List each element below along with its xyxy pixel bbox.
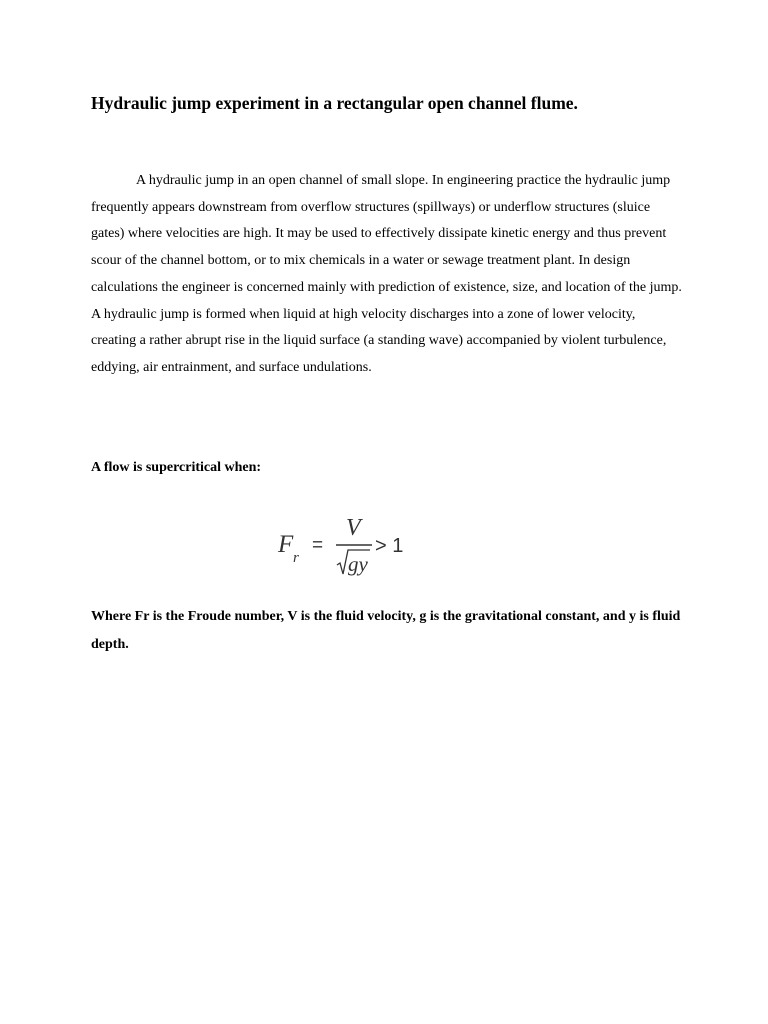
froude-equation [270, 510, 420, 582]
document-title: Hydraulic jump experiment in a rectangular open channel flume. [91, 93, 578, 113]
radicand-gy: gy [348, 552, 368, 576]
froude-subscript: r [293, 550, 299, 566]
froude-definition: Where Fr is the Froude number, V is the fluid velocity, g is the gravitational constant, and y is fluid depth. [91, 609, 681, 652]
greater-than-one: > 1 [375, 535, 404, 557]
intro-paragraph: A hydraulic jump in an open channel of small slope. In engineering practice the hydraulic jump frequently appears downstream from overflow structures (spillways) or underflow structures (sluice gates) where velocities are high. It may be used to effectively dissipate kinetic energy and thus prevent scour of the channel bottom, or to mix chemicals in a water or sewage treatment plant. In design calculations the engineer is concerned mainly with prediction of existence, size, and location of the jump. A hydraulic jump is formed when liquid at high velocity discharges into a zone of lower velocity, creating a rather abrupt rise in the liquid surface (a standing wave) accompanied by violent turbulence, eddying, air entrainment, and surface undulations. [91, 173, 682, 375]
equals-sign: = [312, 535, 324, 556]
supercritical-heading: A flow is supercritical when: [91, 460, 262, 475]
froude-symbol: F [278, 531, 294, 558]
velocity-numerator: V [346, 515, 361, 541]
